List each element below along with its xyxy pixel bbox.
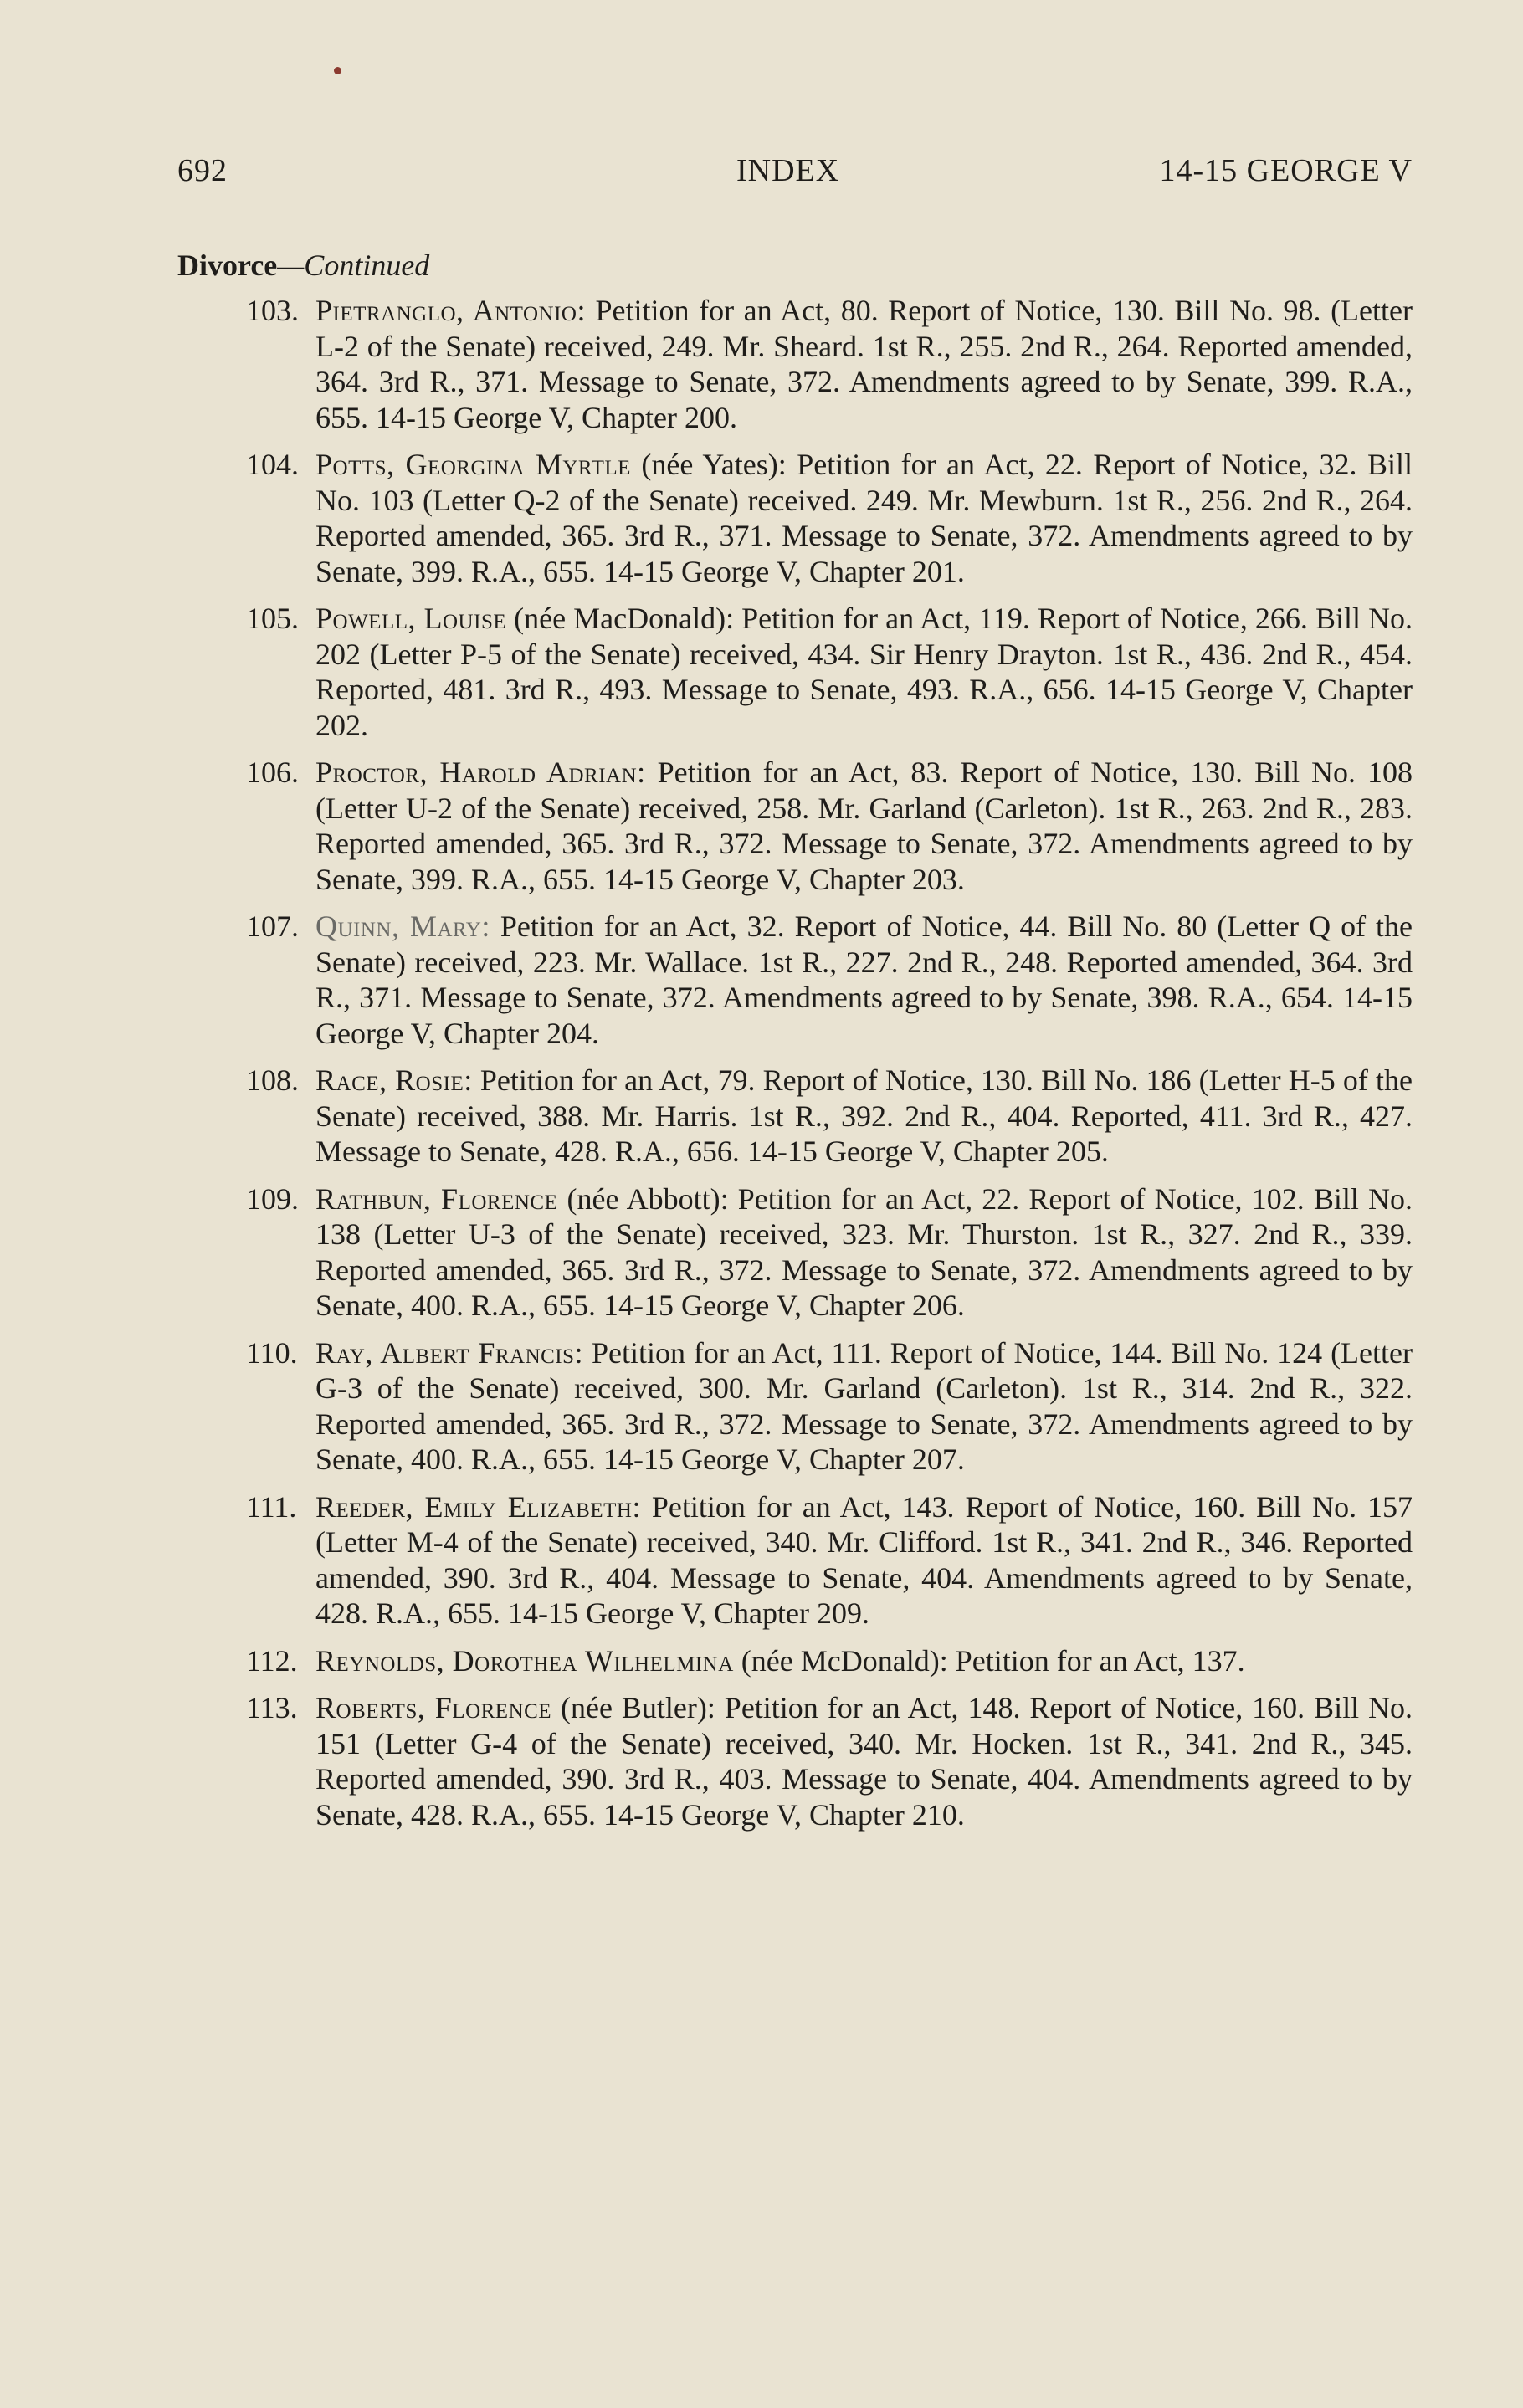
- entry-number: 105.: [246, 602, 299, 635]
- entry-name: Proctor, Harold Adrian:: [315, 756, 646, 789]
- index-entry: [177, 1181, 1413, 1324]
- entry-name: Potts, Georgina Myrtle: [315, 448, 631, 481]
- entry-name: Pietranglo, Antonio:: [315, 294, 586, 327]
- page-header: [177, 152, 1413, 202]
- entry-text: (née McDonald): Petition for an Act, 137.: [733, 1643, 1245, 1678]
- entry-name: Race, Rosie:: [315, 1063, 473, 1097]
- entry-number: 111.: [246, 1489, 297, 1524]
- index-entry: [177, 1690, 1413, 1832]
- entry-number: 113.: [246, 1691, 298, 1724]
- entry-name: Quinn, Mary:: [315, 909, 490, 943]
- entry-text: (née Abbott): Petition for an Act, 22. Report of Notice, 102. Bill No. 138 (Letter U-3 of the Senate) received, 323. Mr. Thurston. 1st R., 327. 2nd R., 339. Reported amended, 365. 3rd R., 372. Message to Senate, 372. Amendments agreed to by Senate, 400. R.A., 655. 14-15 George V, Chapter 206.: [315, 1181, 1413, 1322]
- index-entry: [177, 447, 1413, 589]
- entry-text: (née MacDonald): Petition for an Act, 119. Report of Notice, 266. Bill No. 202 (Letter P-5 of the Senate) received, 434. Sir Henry Drayton. 1st R., 436. 2nd R., 454. Reported, 481. 3rd R., 493. Message to Senate, 493. R.A., 656. 14-15 George V, Chapter 202.: [315, 602, 1413, 742]
- index-entry: [177, 909, 1413, 1051]
- entry-name: Reeder, Emily Elizabeth:: [315, 1489, 641, 1524]
- index-entry: [177, 1489, 1413, 1632]
- entry-number: 106.: [246, 756, 299, 789]
- section-continued: —Continued: [277, 248, 430, 282]
- entry-text: Petition for an Act, 32. Report of Notice, 44. Bill No. 80 (Letter Q of the Senate) received, 223. Mr. Wallace. 1st R., 227. 2nd R., 248. Reported amended, 364. 3rd R., 371. Message to Senate, 372. Amendments agreed to by Senate, 398. R.A., 654. 14-15 George V, Chapter 204.: [315, 909, 1413, 1050]
- index-entry: [177, 755, 1413, 897]
- index-entries: [177, 293, 1413, 1844]
- entry-text: Petition for an Act, 143. Report of Notice, 160. Bill No. 157 (Letter M-4 of the Senate) received, 340. Mr. Clifford. 1st R., 341. 2nd R., 346. Reported amended, 390. 3rd R., 404. Message to Senate, 404. Amendments agreed to by Senate, 428. R.A., 655. 14-15 George V, Chapter 209.: [315, 1489, 1413, 1630]
- entry-number: 104.: [246, 448, 299, 481]
- running-title: INDEX: [736, 153, 840, 188]
- entry-text: (née Yates): Petition for an Act, 22. Report of Notice, 32. Bill No. 103 (Letter Q-2 of the Senate) received. 249. Mr. Mewburn. 1st R., 256. 2nd R., 264. Reported amended, 365. 3rd R., 371. Message to Senate, 372. Amendments agreed to by Senate, 399. R.A., 655. 14-15 George V, Chapter 201.: [315, 448, 1413, 588]
- entry-number: 107.: [246, 909, 299, 943]
- volume-title: 14-15 GEORGE V: [1159, 153, 1413, 188]
- section-heading: [177, 248, 1413, 283]
- entry-text: Petition for an Act, 83. Report of Notice, 130. Bill No. 108 (Letter U-2 of the Senate) received, 258. Mr. Garland (Carleton). 1st R., 263. 2nd R., 283. Reported amended, 365. 3rd R., 372. Message to Senate, 372. Amendments agreed to by Senate, 399. R.A., 655. 14-15 George V, Chapter 203.: [315, 756, 1413, 896]
- entry-number: 112.: [246, 1643, 298, 1678]
- index-entry: [177, 1643, 1413, 1679]
- index-entry: [177, 293, 1413, 435]
- page-number: 692: [177, 153, 228, 188]
- entry-name: Powell, Louise: [315, 602, 507, 635]
- entry-text: Petition for an Act, 80. Report of Notice, 130. Bill No. 98. (Letter L-2 of the Senate) received, 249. Mr. Sheard. 1st R., 255. 2nd R., 264. Reported amended, 364. 3rd R., 371. Message to Senate, 372. Amendments agreed to by Senate, 399. R.A., 655. 14-15 George V, Chapter 200.: [315, 294, 1413, 434]
- entry-name: Ray, Albert Francis:: [315, 1335, 584, 1370]
- ink-speck: [334, 67, 341, 74]
- entry-name: Rathbun, Florence: [315, 1181, 558, 1216]
- entry-number: 103.: [246, 294, 299, 327]
- entry-number: 110.: [246, 1335, 298, 1370]
- entry-name: Roberts, Florence: [315, 1691, 552, 1724]
- entry-name: Reynolds, Dorothea Wilhelmina: [315, 1643, 734, 1678]
- entry-text: Petition for an Act, 79. Report of Notice, 130. Bill No. 186 (Letter H-5 of the Senate) received, 388. Mr. Harris. 1st R., 392. 2nd R., 404. Reported, 411. 3rd R., 427. Message to Senate, 428. R.A., 656. 14-15 George V, Chapter 205.: [315, 1063, 1413, 1168]
- index-entry: [177, 1335, 1413, 1478]
- section-title: Divorce: [177, 248, 278, 282]
- entry-text: Petition for an Act, 111. Report of Notice, 144. Bill No. 124 (Letter G-3 of the Senate) received, 300. Mr. Garland (Carleton). 1st R., 314. 2nd R., 322. Reported amended, 365. 3rd R., 372. Message to Senate, 372. Amendments agreed to by Senate, 400. R.A., 655. 14-15 George V, Chapter 207.: [315, 1335, 1413, 1476]
- index-entry: [177, 601, 1413, 743]
- entry-text: (née Butler): Petition for an Act, 148. Report of Notice, 160. Bill No. 151 (Letter G-4 of the Senate) received, 340. Mr. Hocken. 1st R., 341. 2nd R., 345. Reported amended, 390. 3rd R., 403. Message to Senate, 404. Amendments agreed to by Senate, 428. R.A., 655. 14-15 George V, Chapter 210.: [315, 1691, 1413, 1832]
- entry-number: 108.: [246, 1063, 299, 1097]
- entry-number: 109.: [246, 1181, 299, 1216]
- index-entry: [177, 1063, 1413, 1170]
